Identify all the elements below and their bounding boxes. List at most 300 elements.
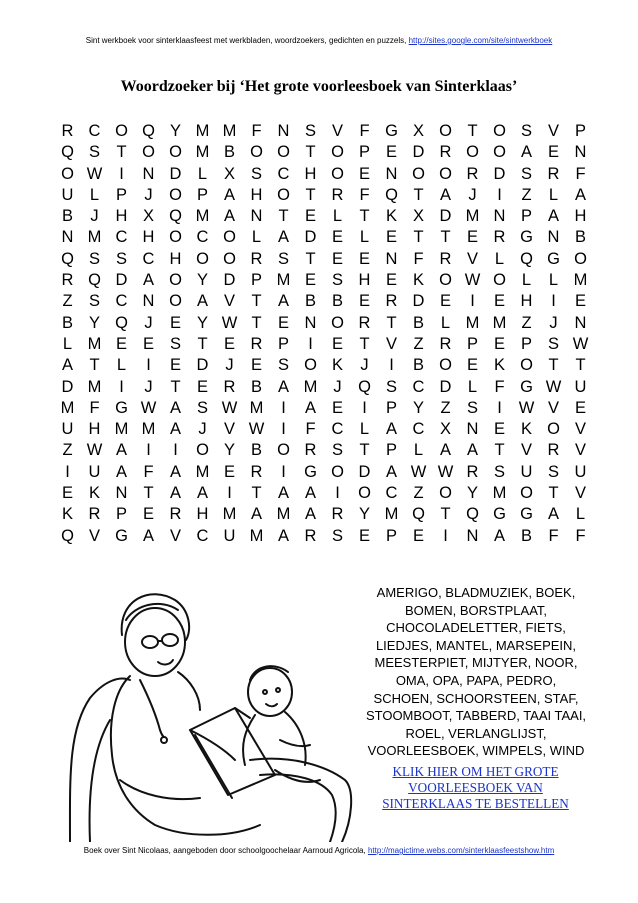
grid-letter: T: [440, 228, 451, 247]
grid-letter: A: [277, 228, 289, 247]
grid-letter: S: [331, 271, 343, 290]
grid-letter: E: [385, 271, 397, 290]
grid-letter: R: [331, 185, 344, 204]
grid-letter: S: [88, 249, 100, 268]
grid-letter: B: [250, 441, 262, 460]
grid-letter: O: [61, 164, 74, 183]
grid-letter: H: [574, 207, 587, 226]
grid-letter: O: [439, 484, 452, 503]
grid-letter: H: [250, 185, 263, 204]
grid-letter: S: [250, 164, 262, 183]
grid-letter: S: [547, 462, 559, 481]
grid-row: [54, 291, 594, 312]
grid-letter: E: [385, 143, 397, 162]
grid-letter: E: [142, 334, 154, 353]
grid-row: [54, 164, 594, 185]
grid-letter: I: [497, 398, 502, 417]
grid-letter: O: [547, 420, 560, 439]
grid-letter: O: [439, 356, 452, 375]
grid-letter: C: [142, 249, 155, 268]
grid-letter: S: [331, 526, 343, 545]
grid-letter: L: [521, 271, 532, 290]
grid-letter: T: [548, 484, 559, 503]
grid-letter: V: [331, 122, 343, 140]
grid-letter: D: [169, 164, 182, 183]
grid-letter: N: [466, 526, 479, 545]
grid-letter: I: [443, 526, 448, 545]
grid-letter: P: [385, 398, 397, 417]
grid-letter: F: [575, 164, 586, 183]
grid-letter: Q: [61, 143, 74, 162]
grandmother-reading-illustration: [60, 580, 360, 842]
grid-letter: C: [277, 164, 290, 183]
grid-letter: F: [251, 122, 262, 140]
grid-letter: R: [439, 143, 452, 162]
grid-letter: R: [61, 271, 74, 290]
grid-letter: L: [548, 185, 559, 204]
grid-letter: Z: [521, 313, 532, 332]
grid-letter: O: [223, 249, 236, 268]
grid-letter: E: [385, 228, 397, 247]
grid-letter: C: [196, 526, 209, 545]
grid-letter: N: [304, 313, 317, 332]
grid-letter: E: [358, 249, 370, 268]
grid-letter: L: [575, 505, 586, 524]
grid-letter: I: [119, 377, 124, 396]
grid-letter: H: [358, 271, 371, 290]
grid-letter: E: [358, 292, 370, 311]
grid-letter: B: [520, 526, 532, 545]
grid-letter: T: [359, 334, 370, 353]
grid-letter: E: [169, 313, 181, 332]
grid-letter: J: [144, 313, 153, 332]
grid-letter: C: [331, 420, 344, 439]
grid-letter: H: [196, 505, 209, 524]
grid-letter: L: [89, 185, 100, 204]
grid-row: [54, 440, 594, 461]
footer-text: Boek over Sint Nicolaas, aangeboden door schoolgoochelaar Aarnoud Agricola,: [83, 846, 368, 855]
grid-letter: V: [88, 526, 100, 545]
grid-letter: R: [88, 505, 101, 524]
grid-letter: E: [439, 292, 451, 311]
grid-letter: F: [359, 122, 370, 140]
grid-row: [54, 249, 594, 270]
grid-letter: T: [413, 228, 424, 247]
grid-letter: R: [250, 462, 263, 481]
grid-letter: G: [385, 122, 398, 140]
grid-letter: V: [520, 441, 532, 460]
grid-letter: W: [437, 462, 454, 481]
grid-letter: R: [304, 441, 317, 460]
grid-letter: Y: [196, 271, 208, 290]
grid-letter: D: [223, 271, 236, 290]
grid-letter: W: [248, 420, 265, 439]
grid-row: [54, 526, 594, 547]
grid-row: [54, 462, 594, 483]
grid-letter: T: [305, 143, 316, 162]
grid-letter: A: [250, 505, 262, 524]
grid-letter: O: [331, 164, 344, 183]
grid-letter: V: [547, 122, 559, 140]
grid-letter: S: [196, 398, 208, 417]
grid-letter: O: [304, 356, 317, 375]
grid-letter: F: [413, 249, 424, 268]
grid-letter: W: [545, 377, 562, 396]
grid-letter: T: [548, 356, 559, 375]
grid-letter: O: [331, 313, 344, 332]
grid-row: [54, 313, 594, 334]
grid-letter: W: [86, 441, 103, 460]
grid-letter: T: [467, 122, 478, 140]
grid-letter: I: [551, 292, 556, 311]
grid-letter: O: [196, 441, 209, 460]
grid-letter: E: [142, 505, 154, 524]
grid-letter: O: [277, 143, 290, 162]
grid-letter: M: [465, 207, 480, 226]
grid-letter: L: [467, 377, 478, 396]
grid-letter: V: [466, 249, 478, 268]
grid-letter: M: [195, 207, 210, 226]
grid-letter: E: [358, 526, 370, 545]
grid-letter: X: [412, 207, 424, 226]
grid-letter: W: [518, 398, 535, 417]
word-search-grid: [54, 121, 594, 547]
grid-letter: W: [572, 334, 589, 353]
grid-letter: S: [169, 334, 181, 353]
grid-letter: B: [61, 207, 73, 226]
grid-letter: A: [169, 484, 181, 503]
grid-row: [54, 419, 594, 440]
grid-letter: I: [308, 334, 313, 353]
grid-letter: E: [466, 356, 478, 375]
grid-letter: T: [440, 505, 451, 524]
grid-letter: O: [169, 292, 182, 311]
grid-letter: L: [332, 207, 343, 226]
footer-link[interactable]: http://magictime.webs.com/sinterklaasfeestshow.htm: [367, 846, 555, 855]
grid-letter: G: [115, 398, 128, 417]
grid-letter: N: [250, 207, 263, 226]
grid-letter: O: [250, 143, 263, 162]
grid-letter: A: [277, 484, 289, 503]
grid-letter: E: [331, 398, 343, 417]
header-text: Sint werkboek voor sinterklaasfeest met werkbladen, woordzoekers, gedichten en puzzels,: [85, 36, 409, 45]
grid-letter: O: [520, 356, 533, 375]
grid-letter: S: [385, 377, 397, 396]
grid-letter: X: [412, 122, 424, 140]
grid-letter: A: [493, 526, 505, 545]
grid-letter: E: [277, 313, 289, 332]
grid-letter: N: [574, 143, 587, 162]
grid-letter: S: [88, 143, 100, 162]
grid-letter: M: [195, 143, 210, 162]
grid-letter: H: [115, 207, 128, 226]
grid-letter: H: [142, 228, 155, 247]
grid-letter: T: [359, 207, 370, 226]
grid-letter: T: [413, 185, 424, 204]
grid-letter: J: [549, 313, 558, 332]
grid-letter: T: [359, 441, 370, 460]
grid-letter: K: [520, 420, 532, 439]
grid-letter: F: [575, 526, 586, 545]
grid-letter: M: [195, 122, 210, 140]
grid-letter: A: [115, 441, 127, 460]
grid-letter: F: [494, 377, 505, 396]
grid-letter: I: [227, 484, 232, 503]
grid-letter: I: [470, 292, 475, 311]
grid-letter: B: [223, 143, 235, 162]
grid-letter: R: [331, 505, 344, 524]
grid-letter: A: [439, 185, 451, 204]
grid-letter: N: [493, 207, 506, 226]
grid-letter: Y: [412, 398, 424, 417]
grid-letter: T: [251, 313, 262, 332]
grid-letter: A: [520, 143, 532, 162]
grid-letter: F: [359, 185, 370, 204]
grid-letter: G: [520, 377, 533, 396]
grid-letter: L: [548, 271, 559, 290]
grid-letter: G: [304, 462, 317, 481]
grid-letter: K: [493, 356, 505, 375]
grid-letter: D: [115, 271, 128, 290]
grid-letter: M: [384, 505, 399, 524]
grid-letter: A: [547, 207, 559, 226]
grid-letter: I: [497, 185, 502, 204]
grid-letter: J: [144, 377, 153, 396]
grid-letter: G: [520, 505, 533, 524]
grid-letter: Y: [196, 313, 208, 332]
grid-letter: U: [574, 377, 587, 396]
grid-letter: O: [331, 143, 344, 162]
grid-letter: E: [493, 420, 505, 439]
grid-letter: Q: [115, 313, 128, 332]
grid-letter: M: [276, 505, 291, 524]
grid-letter: Q: [61, 249, 74, 268]
grid-letter: D: [439, 207, 452, 226]
grid-letter: O: [439, 122, 452, 140]
grid-letter: E: [223, 462, 235, 481]
grid-letter: Q: [358, 377, 371, 396]
grid-letter: M: [222, 122, 237, 140]
grid-letter: W: [410, 462, 427, 481]
grid-letter: B: [412, 356, 424, 375]
grid-letter: O: [574, 249, 587, 268]
grid-letter: G: [493, 505, 506, 524]
grid-letter: M: [222, 505, 237, 524]
grid-letter: A: [142, 526, 154, 545]
grid-letter: E: [331, 228, 343, 247]
grid-letter: A: [169, 462, 181, 481]
grid-letter: D: [412, 143, 425, 162]
grid-letter: M: [195, 462, 210, 481]
grid-letter: Q: [520, 249, 533, 268]
grid-letter: M: [60, 398, 75, 417]
grid-letter: A: [223, 185, 235, 204]
grid-letter: J: [198, 420, 207, 439]
grid-letter: Q: [169, 207, 182, 226]
grid-letter: Q: [385, 185, 398, 204]
grid-letter: L: [251, 228, 262, 247]
grid-letter: Q: [88, 271, 101, 290]
grid-letter: B: [574, 228, 586, 247]
grid-letter: J: [90, 207, 99, 226]
grid-letter: T: [197, 334, 208, 353]
grid-row: [54, 504, 594, 525]
grid-letter: O: [439, 271, 452, 290]
grid-letter: A: [196, 292, 208, 311]
grid-letter: T: [494, 441, 505, 460]
grid-letter: E: [412, 526, 424, 545]
grid-letter: R: [385, 292, 398, 311]
grid-letter: V: [385, 334, 397, 353]
grid-letter: X: [439, 420, 451, 439]
grid-letter: E: [169, 356, 181, 375]
grid-letter: E: [304, 271, 316, 290]
page-header: [0, 36, 638, 45]
grid-letter: D: [412, 292, 425, 311]
grid-letter: I: [281, 420, 286, 439]
page-title: Woordzoeker bij ‘Het grote voorleesboek van Sinterklaas’: [120, 78, 518, 95]
grid-letter: W: [221, 313, 238, 332]
grid-letter: O: [223, 228, 236, 247]
grid-letter: N: [115, 484, 128, 503]
grid-letter: H: [520, 292, 533, 311]
grid-letter: Y: [223, 441, 235, 460]
grid-letter: U: [574, 462, 587, 481]
grid-letter: C: [115, 228, 128, 247]
grid-row: [54, 334, 594, 355]
grid-letter: S: [520, 122, 532, 140]
grid-letter: S: [277, 356, 289, 375]
grid-row: [54, 206, 594, 227]
page-footer: [0, 846, 638, 855]
grid-letter: A: [277, 526, 289, 545]
grid-letter: P: [385, 526, 397, 545]
grid-letter: I: [65, 462, 70, 481]
grid-letter: Z: [440, 398, 451, 417]
grid-letter: U: [520, 462, 533, 481]
grid-letter: P: [466, 334, 478, 353]
grid-letter: N: [574, 313, 587, 332]
grid-letter: A: [169, 398, 181, 417]
grid-letter: N: [142, 164, 155, 183]
grid-letter: O: [115, 122, 128, 140]
grid-letter: O: [169, 185, 182, 204]
grid-letter: A: [385, 462, 397, 481]
grid-letter: E: [250, 356, 262, 375]
order-book-link[interactable]: KLIK HIER OM HET GROTE VOORLEESBOEK VAN SINTERKLAAS TE BESTELLEN: [382, 764, 569, 811]
grid-letter: A: [61, 356, 73, 375]
grid-letter: M: [276, 271, 291, 290]
grid-letter: N: [385, 164, 398, 183]
header-link[interactable]: http://sites.google.com/site/sintwerkboek: [408, 36, 553, 45]
grid-letter: S: [277, 249, 289, 268]
grid-letter: I: [146, 356, 151, 375]
grid-letter: E: [331, 334, 343, 353]
grid-letter: Z: [413, 484, 424, 503]
grid-letter: T: [143, 484, 154, 503]
grid-letter: O: [277, 441, 290, 460]
grid-letter: M: [249, 526, 264, 545]
grid-letter: B: [331, 292, 343, 311]
grid-letter: Y: [358, 505, 370, 524]
grid-letter: P: [115, 505, 127, 524]
grid-letter: I: [362, 398, 367, 417]
grid-letter: Z: [521, 185, 532, 204]
grid-letter: L: [440, 313, 451, 332]
grid-letter: P: [520, 207, 532, 226]
grid-letter: E: [547, 143, 559, 162]
grid-row: [54, 483, 594, 504]
grid-letter: V: [574, 420, 586, 439]
grid-letter: K: [61, 505, 73, 524]
grid-letter: M: [303, 377, 318, 396]
grid-letter: A: [277, 377, 289, 396]
grid-letter: A: [385, 420, 397, 439]
grid-letter: M: [87, 228, 102, 247]
grid-letter: L: [494, 249, 505, 268]
grid-letter: R: [547, 164, 560, 183]
grid-letter: W: [86, 164, 103, 183]
grid-letter: M: [492, 313, 507, 332]
grid-letter: E: [61, 484, 73, 503]
grid-letter: P: [277, 334, 289, 353]
grid-letter: Z: [62, 292, 73, 311]
grid-letter: W: [464, 271, 481, 290]
grid-letter: R: [493, 228, 506, 247]
grid-letter: J: [333, 377, 342, 396]
grid-letter: M: [492, 484, 507, 503]
grid-letter: D: [493, 164, 506, 183]
grid-letter: H: [304, 164, 317, 183]
grid-letter: O: [169, 143, 182, 162]
grid-letter: O: [142, 143, 155, 162]
grid-letter: E: [574, 292, 586, 311]
grid-letter: Y: [88, 313, 100, 332]
word-list: AMERIGO, BLADMUZIEK, BOEK, BOMEN, BORSTPLAAT, CHOCOLADELETTER, FIETS, LIEDJES, MANTEL, MARSEPEIN, MEESTERPIET, MIJTYER, NOOR, OMA, OPA, PAPA, PEDRO, SCHOEN, SCHOORSTEEN, STAF, STOOMBOOT, TABBERD, TAAI TAAI, ROEL, VERLANGLIJST, VOORLEESBOEK, WIMPELS, WIND: [365, 585, 587, 759]
grid-letter: N: [277, 122, 290, 140]
grid-letter: N: [61, 228, 74, 247]
grid-letter: O: [439, 164, 452, 183]
grid-letter: A: [439, 441, 451, 460]
grid-letter: N: [547, 228, 560, 247]
grid-letter: J: [468, 185, 477, 204]
grid-letter: T: [251, 292, 262, 311]
grid-letter: J: [225, 356, 234, 375]
grid-letter: O: [169, 271, 182, 290]
grid-letter: H: [169, 249, 182, 268]
grid-letter: E: [304, 207, 316, 226]
grid-letter: C: [88, 122, 101, 140]
grid-letter: V: [223, 292, 235, 311]
grid-letter: G: [115, 526, 128, 545]
grid-letter: I: [281, 398, 286, 417]
grid-letter: E: [358, 164, 370, 183]
grid-letter: L: [62, 334, 73, 353]
grid-letter: O: [277, 185, 290, 204]
grid-letter: E: [493, 292, 505, 311]
grid-letter: U: [61, 420, 74, 439]
grid-letter: D: [196, 356, 209, 375]
grid-letter: O: [493, 271, 506, 290]
grid-letter: J: [144, 185, 153, 204]
grid-letter: R: [439, 249, 452, 268]
grid-letter: B: [304, 292, 316, 311]
grid-letter: O: [520, 484, 533, 503]
grid-letter: F: [143, 462, 154, 481]
grid-letter: A: [574, 185, 586, 204]
grid-letter: T: [386, 313, 397, 332]
grid-letter: Q: [142, 122, 155, 140]
